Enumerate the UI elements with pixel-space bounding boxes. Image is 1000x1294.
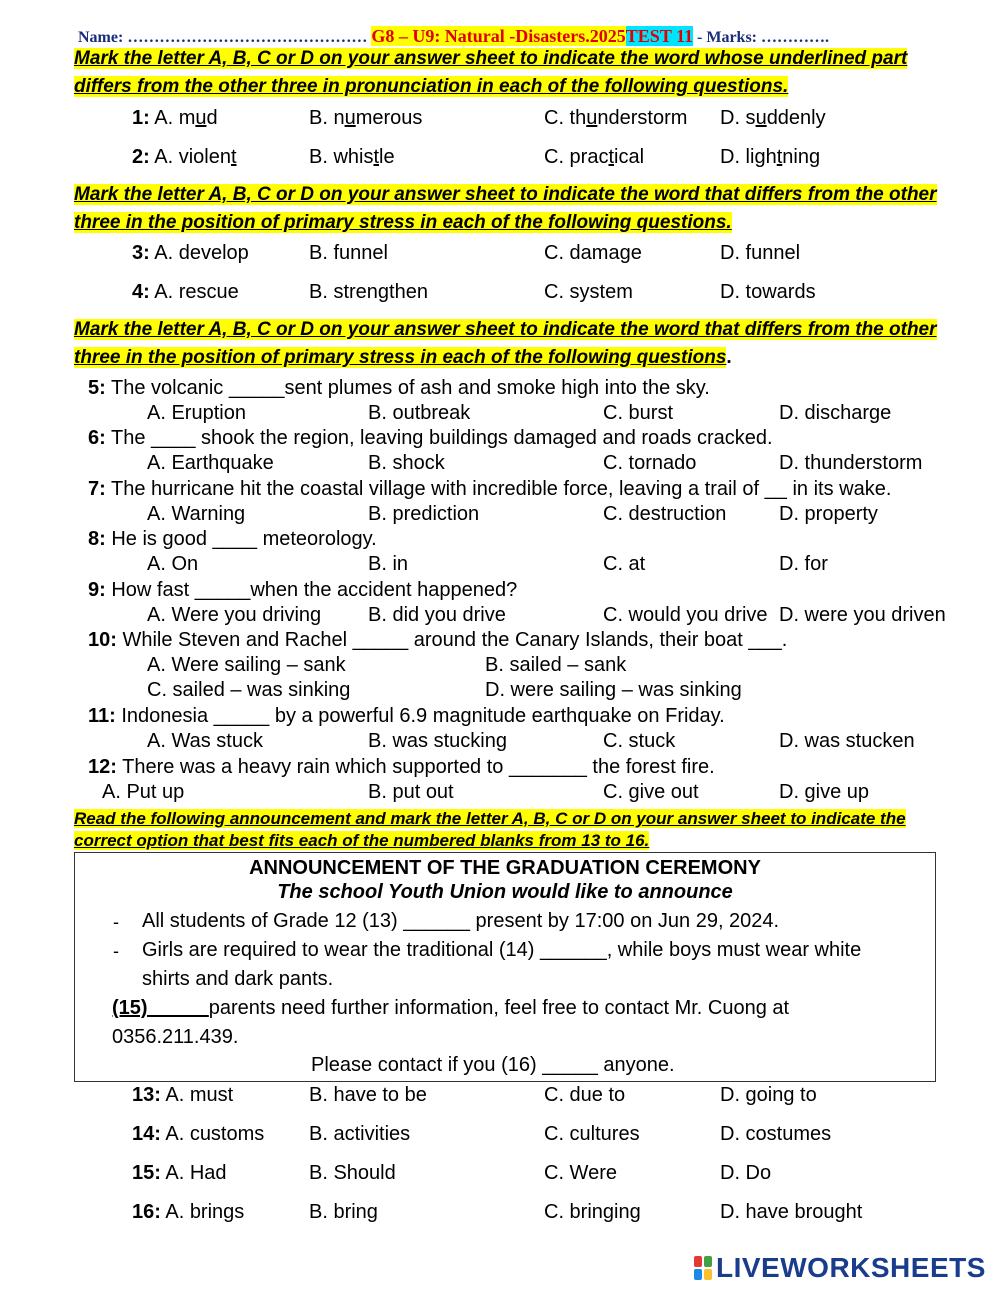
q8-option-c[interactable]: C. at	[603, 553, 646, 575]
q3-option-b[interactable]: B. funnel	[309, 242, 388, 264]
question-1: 1: A. mud	[132, 107, 218, 129]
q1-option-b[interactable]: B. numerous	[309, 107, 423, 129]
q3-option-d[interactable]: D. funnel	[720, 242, 801, 264]
q5-option-a[interactable]: A. Eruption	[147, 402, 246, 424]
announcement-title: ANNOUNCEMENT OF THE GRADUATION CEREMONY	[249, 857, 761, 879]
q2-option-b[interactable]: B. whistle	[309, 146, 395, 168]
q13-option-b[interactable]: B. have to be	[309, 1084, 427, 1106]
announcement-line-14: Girls are required to wear the traditional (14) ______, while boys must wear white	[142, 939, 862, 961]
q6-option-d[interactable]: D. thunderstorm	[779, 452, 923, 474]
liveworksheets-icon	[694, 1256, 712, 1280]
announcement-subtitle: The school Youth Union would like to announce	[277, 881, 733, 903]
q10-option-c[interactable]: C. sailed – was sinking	[147, 679, 351, 701]
instruction-stress: Mark the letter A, B, C or D on your answer sheet to indicate the word that differs from the other three in the position of primary stress in each of the following questions.	[74, 184, 937, 233]
q8-option-d[interactable]: D. for	[779, 553, 828, 575]
q7-option-b[interactable]: B. prediction	[368, 503, 480, 525]
q4-option-b[interactable]: B. strengthen	[309, 281, 428, 303]
q13-option-d[interactable]: D. going to	[720, 1084, 817, 1106]
question-9: 9: How fast _____when the accident happened?	[88, 579, 518, 601]
liveworksheets-logo[interactable]	[694, 1252, 986, 1284]
instruction-reading: Read the following announcement and mark the letter A, B, C or D on your answer sheet to indicate the correct option that best fits each of the numbered blanks from 13 to 16.	[74, 809, 906, 850]
announcement-phone: 0356.211.439.	[112, 1026, 239, 1048]
question-16: 16: A. brings	[132, 1201, 245, 1223]
announcement-line-16: Please contact if you (16) _____ anyone.	[311, 1054, 675, 1076]
q2-option-d[interactable]: D. lightning	[720, 146, 821, 168]
q8-option-a[interactable]: A. On	[147, 553, 199, 575]
q12-option-d[interactable]: D. give up	[779, 781, 870, 803]
q7-option-c[interactable]: C. destruction	[603, 503, 727, 525]
q1-option-c[interactable]: C. thunderstorm	[544, 107, 688, 129]
instruction-choice: Mark the letter A, B, C or D on your answer sheet to indicate the word that differs from the other three in the position of primary stress in each of the following questions.	[74, 319, 937, 368]
question-15: 15: A. Had	[132, 1162, 227, 1184]
announcement-line-14-cont: shirts and dark pants.	[142, 968, 334, 990]
q3-option-c[interactable]: C. damage	[544, 242, 642, 264]
announcement-box	[74, 852, 936, 1082]
question-3: 3: A. develop	[132, 242, 249, 264]
q15-option-c[interactable]: C. Were	[544, 1162, 617, 1184]
q12-option-a[interactable]: A. Put up	[102, 781, 185, 803]
q7-option-a[interactable]: A. Warning	[147, 503, 246, 525]
logo-square-yellow	[704, 1269, 712, 1280]
q14-option-b[interactable]: B. activities	[309, 1123, 411, 1145]
q12-option-c[interactable]: C. give out	[603, 781, 699, 803]
question-10: 10: While Steven and Rachel _____ around the Canary Islands, their boat ___.	[88, 629, 788, 651]
q16-option-c[interactable]: C. bringing	[544, 1201, 641, 1223]
question-7: 7: The hurricane hit the coastal village with incredible force, leaving a trail of __ in its wake.	[88, 478, 892, 500]
q9-option-d[interactable]: D. were you driven	[779, 604, 946, 626]
q5-option-d[interactable]: D. discharge	[779, 402, 892, 424]
q15-option-d[interactable]: D. Do	[720, 1162, 772, 1184]
q11-option-d[interactable]: D. was stucken	[779, 730, 915, 752]
q10-option-d[interactable]: D. were sailing – was sinking	[485, 679, 742, 701]
test-label: TEST 11	[625, 26, 694, 46]
q10-option-b[interactable]: B. sailed – sank	[485, 654, 627, 676]
logo-square-red	[694, 1256, 702, 1267]
q16-option-d[interactable]: D. have brought	[720, 1201, 863, 1223]
question-2: 2: A. violent	[132, 146, 237, 168]
q4-option-d[interactable]: D. towards	[720, 281, 816, 303]
question-4: 4: A. rescue	[132, 281, 239, 303]
announcement-line-15: (15) _____parents need further information, feel free to contact Mr. Cuong at	[112, 997, 790, 1019]
q12-option-b[interactable]: B. put out	[368, 781, 454, 803]
q11-option-b[interactable]: B. was stucking	[368, 730, 507, 752]
q6-option-a[interactable]: A. Earthquake	[147, 452, 274, 474]
name-field-label: Name: ………………………………………	[78, 29, 372, 46]
q9-option-a[interactable]: A. Were you driving	[147, 604, 322, 626]
q5-option-b[interactable]: B. outbreak	[368, 402, 471, 424]
q7-option-d[interactable]: D. property	[779, 503, 878, 525]
question-6: 6: The ____ shook the region, leaving buildings damaged and roads cracked.	[88, 427, 773, 449]
question-11: 11: Indonesia _____ by a powerful 6.9 magnitude earthquake on Friday.	[88, 705, 725, 727]
q15-option-b[interactable]: B. Should	[309, 1162, 396, 1184]
bullet-dash: -	[113, 941, 119, 961]
question-13: 13: A. must	[132, 1084, 234, 1106]
q14-option-c[interactable]: C. cultures	[544, 1123, 640, 1145]
instruction-pronunciation: Mark the letter A, B, C or D on your answer sheet to indicate the word whose underlined part differs from the other three in pronunciation in each of the following questions.	[74, 48, 908, 97]
worksheet-header	[78, 26, 829, 47]
q10-option-a[interactable]: A. Were sailing – sank	[147, 654, 346, 676]
q14-option-d[interactable]: D. costumes	[720, 1123, 832, 1145]
worksheet-title: G8 – U9: Natural -Disasters.2025	[371, 26, 626, 46]
q5-option-c[interactable]: C. burst	[603, 402, 674, 424]
q16-option-b[interactable]: B. bring	[309, 1201, 378, 1223]
bullet-dash: -	[113, 912, 119, 932]
q11-option-a[interactable]: A. Was stuck	[147, 730, 263, 752]
q9-option-b[interactable]: B. did you drive	[368, 604, 506, 626]
q1-option-d[interactable]: D. suddenly	[720, 107, 826, 129]
q4-option-c[interactable]: C. system	[544, 281, 633, 303]
logo-square-blue	[694, 1269, 702, 1280]
q11-option-c[interactable]: C. stuck	[603, 730, 676, 752]
logo-square-green	[704, 1256, 712, 1267]
q13-option-c[interactable]: C. due to	[544, 1084, 626, 1106]
announcement-line-13: All students of Grade 12 (13) ______ present by 17:00 on Jun 29, 2024.	[142, 910, 780, 932]
question-8: 8: He is good ____ meteorology.	[88, 528, 377, 550]
question-12: 12: There was a heavy rain which supported to _______ the forest fire.	[88, 756, 715, 778]
q9-option-c[interactable]: C. would you drive	[603, 604, 768, 626]
marks-field-label: - Marks: ………….	[693, 29, 829, 46]
q8-option-b[interactable]: B. in	[368, 553, 409, 575]
q6-option-b[interactable]: B. shock	[368, 452, 445, 474]
q6-option-c[interactable]: C. tornado	[603, 452, 697, 474]
q2-option-c[interactable]: C. practical	[544, 146, 645, 168]
question-14: 14: A. customs	[132, 1123, 265, 1145]
liveworksheets-wordmark: LIVEWORKSHEETS	[716, 1252, 986, 1283]
question-5: 5: The volcanic _____sent plumes of ash and smoke high into the sky.	[88, 377, 710, 399]
